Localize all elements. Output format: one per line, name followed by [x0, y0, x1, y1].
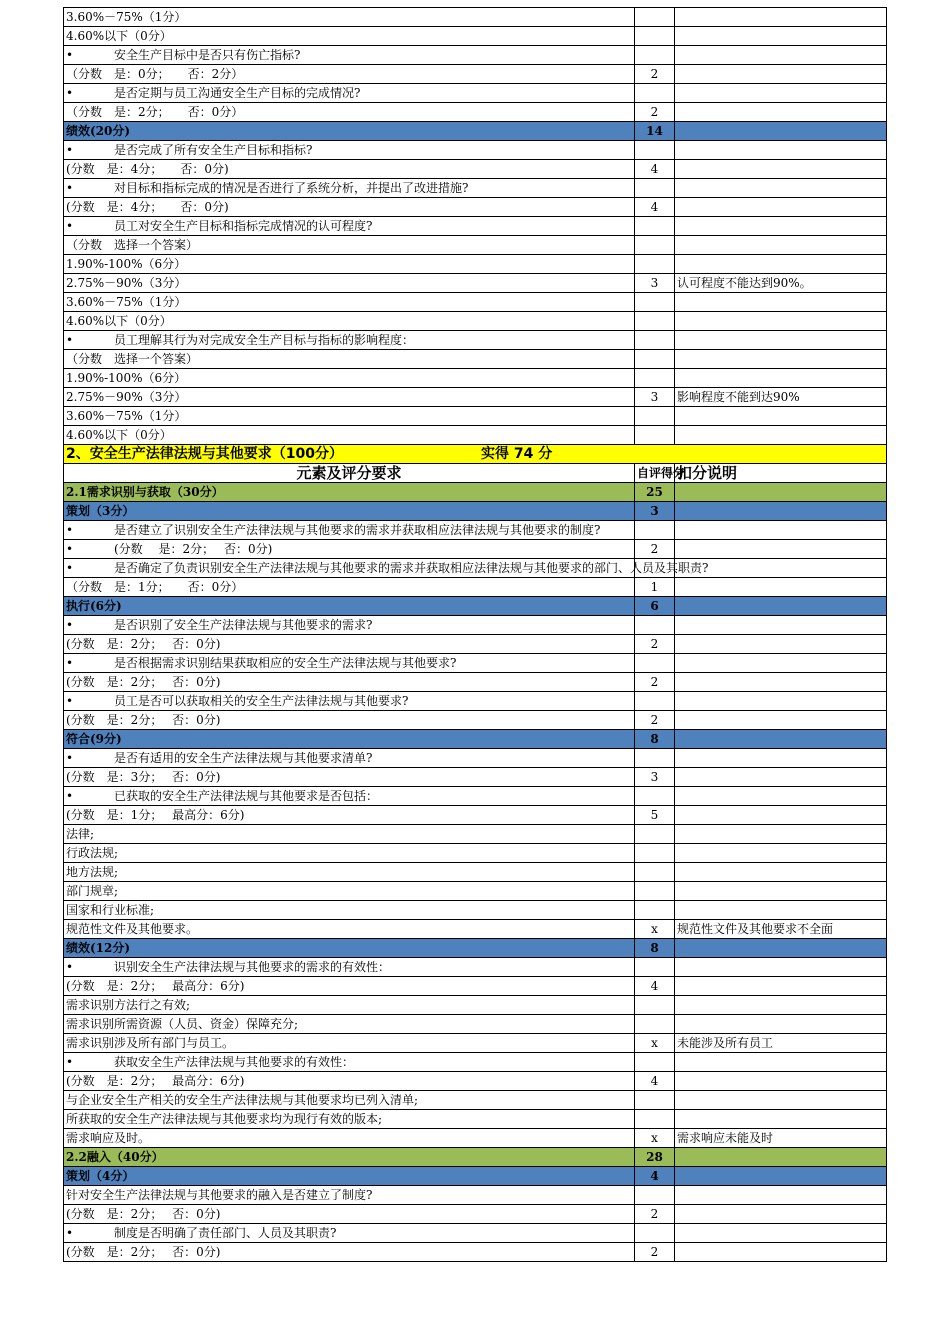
table-row — [64, 1186, 887, 1205]
table-row — [64, 1053, 887, 1072]
category-label: 策划（3分） — [64, 502, 635, 521]
deduction-note-cell — [675, 597, 887, 616]
requirement-text: 是否确定了负责识别安全生产法律法规与其他要求的需求并获取相应法律法规与其他要求的部门、人员及其职责? — [114, 561, 709, 575]
table-row — [64, 1129, 887, 1148]
self-score-cell — [635, 616, 675, 635]
deduction-note-cell — [675, 540, 887, 559]
table-row — [64, 768, 887, 787]
category-label: 2.1需求识别与获取（30分） — [64, 483, 635, 502]
deduction-note-cell — [675, 293, 887, 312]
requirement-text: 是否完成了所有安全生产目标和指标? — [114, 143, 313, 157]
requirement-cell — [64, 331, 635, 350]
table-row — [64, 578, 887, 597]
bullet-icon: • — [66, 656, 74, 670]
self-score-cell — [635, 692, 675, 711]
category-label: 绩效(20分) — [64, 122, 635, 141]
requirement-text: 是否建立了识别安全生产法律法规与其他要求的需求并获取相应法律法规与其他要求的制度? — [114, 523, 601, 537]
table-row — [64, 122, 887, 141]
table-row — [64, 1205, 887, 1224]
requirement-cell: 需求识别所需资源（人员、资金）保障充分; — [64, 1015, 635, 1034]
requirement-cell: 4.60%以下（0分） — [64, 426, 635, 445]
self-score-cell: 2 — [635, 711, 675, 730]
table-row — [64, 46, 887, 65]
self-score-cell — [635, 1015, 675, 1034]
self-score-cell: 4 — [635, 160, 675, 179]
deduction-note-cell — [675, 1053, 887, 1072]
bullet-icon: • — [66, 333, 74, 347]
self-score-cell — [635, 217, 675, 236]
header-deduction-note: 扣分说明 — [675, 464, 887, 483]
self-score-cell — [635, 1186, 675, 1205]
requirement-cell: (分数 是：2分； 最高分：6分) — [64, 1072, 635, 1091]
requirement-cell — [64, 559, 709, 578]
requirement-cell: 1.90%-100%（6分） — [64, 369, 635, 388]
deduction-note-cell — [675, 198, 887, 217]
self-score-cell: x — [635, 1129, 675, 1148]
table-row — [64, 312, 887, 331]
deduction-note-cell — [675, 730, 887, 749]
deduction-note-cell — [675, 787, 887, 806]
requirement-cell — [64, 749, 635, 768]
requirement-cell — [64, 217, 635, 236]
bullet-icon: • — [66, 1226, 74, 1240]
self-score-cell — [635, 1224, 675, 1243]
table-row — [64, 8, 887, 27]
requirement-text: 已获取的安全生产法律法规与其他要求是否包括： — [114, 789, 379, 803]
deduction-note-cell — [675, 27, 887, 46]
self-score-cell: 1 — [635, 578, 675, 597]
deduction-note-cell — [675, 407, 887, 426]
deduction-note-cell — [675, 1186, 887, 1205]
deduction-note-cell — [675, 8, 887, 27]
table-row — [64, 1243, 887, 1262]
table-row — [64, 654, 887, 673]
requirement-text: 获取安全生产法律法规与其他要求的有效性： — [114, 1055, 355, 1069]
deduction-note-cell — [675, 46, 887, 65]
requirement-text: 员工是否可以获取相关的安全生产法律法规与其他要求? — [114, 694, 409, 708]
requirement-cell: (分数 是：2分； 否：0分) — [64, 711, 635, 730]
requirement-cell: （分数 选择一个答案） — [64, 350, 635, 369]
deduction-note-cell — [675, 977, 887, 996]
deduction-note-cell — [675, 1110, 887, 1129]
table-row — [64, 255, 887, 274]
self-score-cell — [635, 1091, 675, 1110]
self-score-cell: 8 — [635, 730, 675, 749]
self-score-cell — [635, 749, 675, 768]
self-score-cell — [635, 8, 675, 27]
table-row — [64, 635, 887, 654]
self-score-cell — [635, 407, 675, 426]
requirement-cell: (分数 是：2分； 否：0分) — [64, 1205, 635, 1224]
deduction-note-cell — [675, 179, 887, 198]
self-score-cell: 25 — [635, 483, 675, 502]
requirement-cell — [64, 958, 635, 977]
self-score-cell: 3 — [635, 274, 675, 293]
table-row — [64, 730, 887, 749]
requirement-cell: （分数 选择一个答案） — [64, 236, 635, 255]
header-self-score: 自评得分 — [635, 464, 675, 483]
table-row — [64, 920, 887, 939]
table-row — [64, 388, 887, 407]
deduction-note-cell — [675, 673, 887, 692]
deduction-note-cell — [675, 1148, 887, 1167]
section-score-text: 实得 74 分 — [480, 446, 553, 462]
deduction-note-cell: 认可程度不能达到90%。 — [675, 274, 887, 293]
requirement-cell: (分数 是：4分； 否：0分) — [64, 198, 635, 217]
requirement-cell: 地方法规; — [64, 863, 635, 882]
table-row — [64, 977, 887, 996]
requirement-cell: 需求响应及时。 — [64, 1129, 635, 1148]
deduction-note-cell — [675, 616, 887, 635]
requirement-cell: 1.90%-100%（6分） — [64, 255, 635, 274]
requirement-cell: (分数 是：3分； 否：0分) — [64, 768, 635, 787]
deduction-note-cell — [675, 369, 887, 388]
table-row — [64, 901, 887, 920]
deduction-note-cell: 影响程度不能到达90% — [675, 388, 887, 407]
self-score-cell — [635, 958, 675, 977]
deduction-note-cell — [675, 84, 887, 103]
section-title-text: 2、安全生产法律法规与其他要求（100分） — [66, 446, 343, 462]
self-score-cell — [635, 312, 675, 331]
deduction-note-cell: 规范性文件及其他要求不全面 — [675, 920, 887, 939]
table-row — [64, 673, 887, 692]
table-row — [64, 1167, 887, 1186]
self-score-cell — [635, 141, 675, 160]
table-row — [64, 103, 887, 122]
self-score-cell — [635, 179, 675, 198]
self-score-cell: 3 — [635, 502, 675, 521]
self-score-cell: 3 — [635, 388, 675, 407]
bullet-icon: • — [66, 789, 74, 803]
requirement-text: 是否定期与员工沟通安全生产目标的完成情况? — [114, 86, 361, 100]
self-score-cell — [635, 844, 675, 863]
table-row — [64, 502, 887, 521]
deduction-note-cell — [675, 711, 887, 730]
deduction-note-cell — [675, 236, 887, 255]
self-score-cell: 4 — [635, 1167, 675, 1186]
requirement-text: 制度是否明确了责任部门、人员及其职责? — [114, 1226, 337, 1240]
requirement-cell: 法律; — [64, 825, 635, 844]
bullet-icon: • — [66, 542, 74, 556]
self-score-cell: 2 — [635, 1205, 675, 1224]
self-score-cell — [635, 787, 675, 806]
self-score-cell: 2 — [635, 540, 675, 559]
requirement-text: 是否根据需求识别结果获取相应的安全生产法律法规与其他要求? — [114, 656, 457, 670]
self-score-cell: 4 — [635, 1072, 675, 1091]
deduction-note-cell — [675, 312, 887, 331]
self-score-cell — [635, 369, 675, 388]
table-row — [64, 483, 887, 502]
bullet-icon: • — [66, 1055, 74, 1069]
self-score-cell: 2 — [635, 103, 675, 122]
deduction-note-cell — [675, 1091, 887, 1110]
header-row — [64, 464, 887, 483]
requirement-cell: 国家和行业标准; — [64, 901, 635, 920]
deduction-note-cell — [675, 863, 887, 882]
table-row — [64, 616, 887, 635]
deduction-note-cell — [675, 103, 887, 122]
bullet-icon: • — [66, 960, 74, 974]
requirement-cell: 需求识别方法行之有效; — [64, 996, 635, 1015]
requirement-cell — [64, 46, 635, 65]
deduction-note-cell — [675, 996, 887, 1015]
self-score-cell: 2 — [635, 1243, 675, 1262]
table-row — [64, 198, 887, 217]
self-score-cell — [635, 654, 675, 673]
requirement-cell: 针对安全生产法律法规与其他要求的融入是否建立了制度? — [64, 1186, 635, 1205]
requirement-cell — [64, 84, 635, 103]
self-score-cell — [635, 331, 675, 350]
table-row — [64, 1110, 887, 1129]
requirement-cell: 部门规章; — [64, 882, 635, 901]
bullet-icon: • — [66, 219, 74, 233]
requirement-text: 安全生产目标中是否只有伤亡指标? — [114, 48, 301, 62]
requirement-cell: 2.75%－90%（3分） — [64, 274, 635, 293]
deduction-note-cell: 未能涉及所有员工 — [675, 1034, 887, 1053]
deduction-note-cell — [675, 844, 887, 863]
table-row — [64, 844, 887, 863]
deduction-note-cell — [675, 1243, 887, 1262]
requirement-cell: 4.60%以下（0分） — [64, 27, 635, 46]
requirement-text: (分数 是：2分； 否：0分) — [114, 542, 273, 556]
self-score-cell: x — [635, 920, 675, 939]
self-score-cell — [635, 46, 675, 65]
requirement-cell: （分数 是：1分； 否：0分） — [64, 578, 635, 597]
table-row — [64, 1015, 887, 1034]
deduction-note-cell — [675, 65, 887, 84]
self-score-cell: 5 — [635, 806, 675, 825]
self-score-cell — [635, 236, 675, 255]
table-row — [64, 407, 887, 426]
requirement-cell: 4.60%以下（0分） — [64, 312, 635, 331]
self-score-cell: 2 — [635, 673, 675, 692]
table-row — [64, 141, 887, 160]
deduction-note-cell — [675, 939, 887, 958]
bullet-icon: • — [66, 618, 74, 632]
deduction-note-cell — [675, 122, 887, 141]
table-row — [64, 217, 887, 236]
deduction-note-cell — [675, 483, 887, 502]
requirement-cell: 与企业安全生产相关的安全生产法律法规与其他要求均已列入清单; — [64, 1091, 635, 1110]
table-row — [64, 521, 887, 540]
table-row — [64, 426, 887, 445]
deduction-note-cell — [675, 578, 887, 597]
table-row — [64, 540, 887, 559]
deduction-note-cell — [675, 1015, 887, 1034]
deduction-note-cell — [675, 882, 887, 901]
requirement-text: 员工理解其行为对完成安全生产目标与指标的影响程度： — [114, 333, 415, 347]
table-row — [64, 1224, 887, 1243]
deduction-note-cell — [675, 768, 887, 787]
bullet-icon: • — [66, 86, 74, 100]
deduction-note-cell — [675, 1167, 887, 1186]
self-score-cell — [635, 426, 675, 445]
category-label: 执行(6分) — [64, 597, 635, 616]
deduction-note-cell — [675, 806, 887, 825]
table-row — [64, 160, 887, 179]
table-row — [64, 692, 887, 711]
self-score-cell — [635, 882, 675, 901]
self-score-cell: 3 — [635, 768, 675, 787]
table-row — [64, 179, 887, 198]
self-score-cell — [635, 1110, 675, 1129]
table-row — [64, 882, 887, 901]
requirement-cell — [64, 1053, 635, 1072]
self-score-cell: 28 — [635, 1148, 675, 1167]
deduction-note-cell — [675, 1205, 887, 1224]
self-score-cell — [635, 293, 675, 312]
requirement-cell: 2.75%－90%（3分） — [64, 388, 635, 407]
self-score-cell: 2 — [635, 65, 675, 84]
deduction-note-cell — [675, 901, 887, 920]
self-score-cell — [635, 1053, 675, 1072]
deduction-note-cell — [675, 1224, 887, 1243]
deduction-note-cell — [675, 502, 887, 521]
table-row — [64, 65, 887, 84]
table-row — [64, 787, 887, 806]
requirement-text: 是否有适用的安全生产法律法规与其他要求清单? — [114, 751, 373, 765]
requirement-cell — [64, 787, 635, 806]
self-score-cell: x — [635, 1034, 675, 1053]
self-score-cell: 4 — [635, 977, 675, 996]
bullet-icon: • — [66, 561, 74, 575]
header-element-requirement: 元素及评分要求 — [64, 464, 635, 483]
requirement-cell: （分数 是：2分； 否：0分） — [64, 103, 635, 122]
bullet-icon: • — [66, 751, 74, 765]
deduction-note-cell: 需求响应未能及时 — [675, 1129, 887, 1148]
table-row — [64, 996, 887, 1015]
requirement-cell — [64, 179, 635, 198]
bullet-icon: • — [66, 523, 74, 537]
table-row — [64, 27, 887, 46]
requirement-cell: (分数 是：2分； 否：0分) — [64, 673, 635, 692]
deduction-note-cell — [675, 426, 887, 445]
requirement-text: 是否识别了安全生产法律法规与其他要求的需求? — [114, 618, 373, 632]
assessment-table — [63, 7, 887, 1262]
requirement-cell: (分数 是：2分； 否：0分) — [64, 1243, 635, 1262]
table-row — [64, 1072, 887, 1091]
requirement-text: 员工对安全生产目标和指标完成情况的认可程度? — [114, 219, 373, 233]
self-score-cell — [635, 255, 675, 274]
deduction-note-cell — [675, 635, 887, 654]
bullet-icon: • — [66, 48, 74, 62]
table-row — [64, 749, 887, 768]
table-row — [64, 293, 887, 312]
deduction-note-cell — [675, 217, 887, 236]
table-row — [64, 806, 887, 825]
bullet-icon: • — [66, 143, 74, 157]
self-score-cell: 4 — [635, 198, 675, 217]
requirement-cell — [64, 1224, 635, 1243]
table-row — [64, 1148, 887, 1167]
deduction-note-cell — [675, 958, 887, 977]
requirement-cell — [64, 654, 635, 673]
category-label: 符合(9分) — [64, 730, 635, 749]
requirement-cell — [64, 616, 635, 635]
requirement-cell: 规范性文件及其他要求。 — [64, 920, 635, 939]
deduction-note-cell — [675, 825, 887, 844]
table-row — [64, 711, 887, 730]
table-row — [64, 274, 887, 293]
requirement-cell: (分数 是：4分； 否：0分) — [64, 160, 635, 179]
table-row — [64, 331, 887, 350]
requirement-cell — [64, 141, 635, 160]
requirement-cell — [64, 540, 635, 559]
deduction-note-cell — [675, 654, 887, 673]
self-score-cell — [635, 84, 675, 103]
section-title — [64, 445, 887, 464]
self-score-cell — [635, 27, 675, 46]
requirement-text: 对目标和指标完成的情况是否进行了系统分析，并提出了改进措施? — [114, 181, 469, 195]
self-score-cell — [635, 521, 675, 540]
table-row — [64, 236, 887, 255]
requirement-cell: 所获取的安全生产法律法规与其他要求均为现行有效的版本; — [64, 1110, 635, 1129]
requirement-cell: (分数 是：1分； 最高分：6分) — [64, 806, 635, 825]
table-row — [64, 597, 887, 616]
self-score-cell — [635, 901, 675, 920]
self-score-cell: 8 — [635, 939, 675, 958]
requirement-cell — [64, 521, 635, 540]
section-title-row — [64, 445, 887, 464]
category-label: 2.2融入（40分） — [64, 1148, 635, 1167]
requirement-text: 识别安全生产法律法规与其他要求的需求的有效性： — [114, 960, 391, 974]
deduction-note-cell — [675, 692, 887, 711]
deduction-note-cell — [675, 749, 887, 768]
table-row — [64, 939, 887, 958]
self-score-cell — [635, 825, 675, 844]
table-row — [64, 863, 887, 882]
deduction-note-cell — [675, 255, 887, 274]
self-score-cell: 14 — [635, 122, 675, 141]
table-row — [64, 559, 887, 578]
requirement-cell: （分数 是：0分； 否：2分） — [64, 65, 635, 84]
bullet-icon: • — [66, 694, 74, 708]
table-row — [64, 958, 887, 977]
self-score-cell: 2 — [635, 635, 675, 654]
deduction-note-cell — [675, 350, 887, 369]
requirement-cell: 3.60%－75%（1分） — [64, 8, 635, 27]
self-score-cell — [635, 863, 675, 882]
table-row — [64, 350, 887, 369]
self-score-cell: 6 — [635, 597, 675, 616]
deduction-note-cell — [675, 1072, 887, 1091]
requirement-cell: 需求识别涉及所有部门与员工。 — [64, 1034, 635, 1053]
requirement-cell: (分数 是：2分； 否：0分) — [64, 635, 635, 654]
self-score-cell — [635, 996, 675, 1015]
deduction-note-cell — [675, 160, 887, 179]
requirement-cell: 3.60%－75%（1分） — [64, 293, 635, 312]
table-row — [64, 1091, 887, 1110]
deduction-note-cell — [675, 521, 887, 540]
table-row — [64, 84, 887, 103]
requirement-cell: 3.60%－75%（1分） — [64, 407, 635, 426]
requirement-cell: (分数 是：2分； 最高分：6分) — [64, 977, 635, 996]
table-row — [64, 1034, 887, 1053]
deduction-note-cell — [675, 141, 887, 160]
table-row — [64, 825, 887, 844]
category-label: 绩效(12分) — [64, 939, 635, 958]
requirement-cell — [64, 692, 635, 711]
table-row — [64, 369, 887, 388]
category-label: 策划（4分） — [64, 1167, 635, 1186]
self-score-cell — [635, 350, 675, 369]
deduction-note-cell — [675, 331, 887, 350]
bullet-icon: • — [66, 181, 74, 195]
requirement-cell: 行政法规; — [64, 844, 635, 863]
